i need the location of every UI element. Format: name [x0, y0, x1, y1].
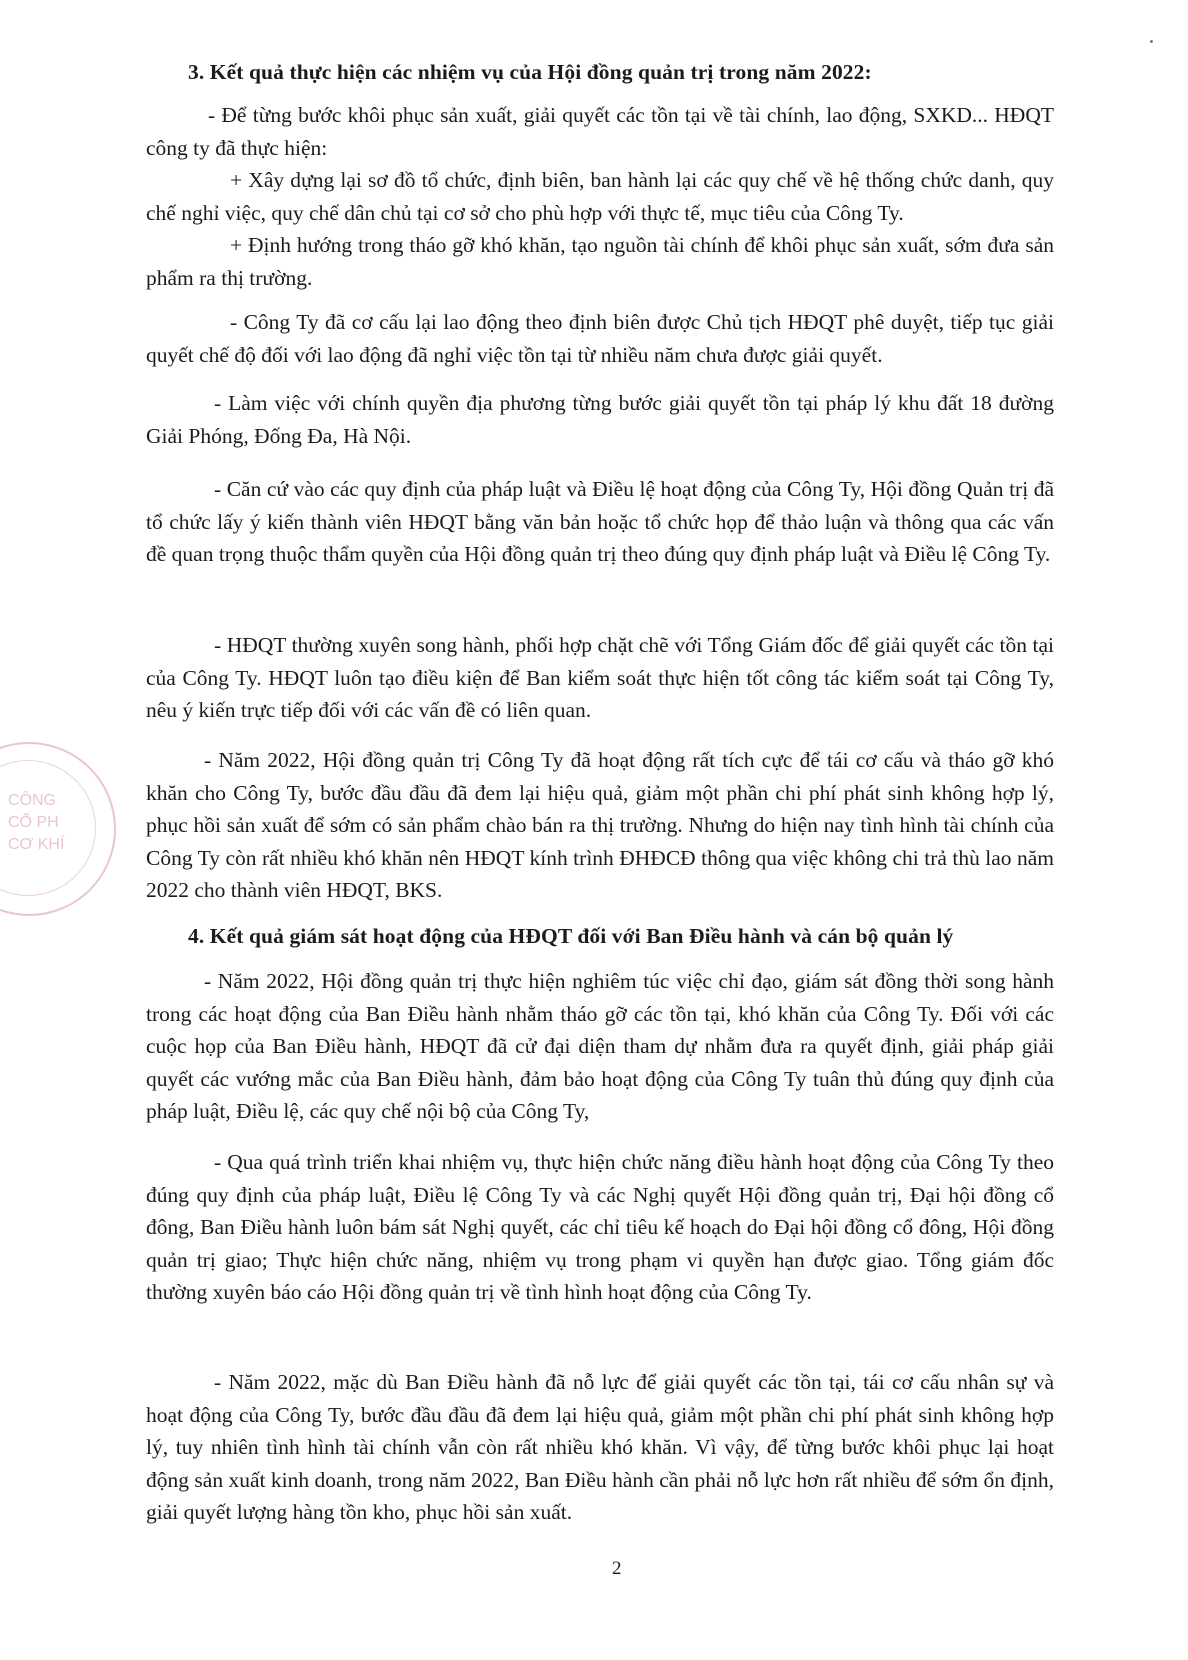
section-4-paragraph-2: - Qua quá trình triển khai nhiệm vụ, thực hiện chức năng điều hành hoạt động của Công Ty theo đúng quy định của pháp luật, Điều lệ Công Ty và các Nghị quyết Hội đồng quản trị, Đại hội đồng cổ đông, Ban Điều hành luôn bám sát Nghị quyết, các chỉ tiêu kế hoạch do Đại hội đồng cổ đông, Hội đồng quản trị giao; Thực hiện chức năng, nhiệm vụ trong phạm vi quyền hạn được giao. Tổng giám đốc thường xuyên báo cáo Hội đồng quản trị về tình hình hoạt động của Công Ty.	[146, 1150, 1054, 1304]
company-seal-text: CÔNG CỔ PH CƠ KHÍ	[8, 792, 65, 853]
section-3-paragraph-2: + Xây dựng lại sơ đồ tổ chức, định biên, ban hành lại các quy chế về hệ thống chức danh, quy chế nghỉ việc, quy chế dân chủ tại cơ sở cho phù hợp với thực tế, mục tiêu của Công Ty.	[146, 168, 1054, 225]
section-3-heading: 3. Kết quả thực hiện các nhiệm vụ của Hội đồng quản trị trong năm 2022:	[188, 60, 872, 84]
section-4-heading: 4. Kết quả giám sát hoạt động của HĐQT đối với Ban Điều hành và cán bộ quản lý	[188, 924, 954, 948]
section-3-paragraph-3: + Định hướng trong tháo gỡ khó khăn, tạo nguồn tài chính để khôi phục sản xuất, sớm đưa sản phẩm ra thị trường.	[146, 233, 1054, 290]
page-number: 2	[612, 1558, 622, 1579]
section-3-paragraph-4: - Công Ty đã cơ cấu lại lao động theo định biên được Chủ tịch HĐQT phê duyệt, tiếp tục giải quyết chế độ đối với lao động đã nghỉ việc tồn tại từ nhiều năm chưa được giải quyết.	[146, 310, 1054, 367]
scan-speck	[1150, 40, 1153, 43]
section-3-paragraph-7: - HĐQT thường xuyên song hành, phối hợp chặt chẽ với Tổng Giám đốc để giải quyết các tồn tại của Công Ty. HĐQT luôn tạo điều kiện để Ban kiểm soát thực hiện tốt công tác kiểm soát tại Công Ty, nêu ý kiến trực tiếp đối với các vấn đề có liên quan.	[146, 633, 1054, 722]
section-4-paragraph-1: - Năm 2022, Hội đồng quản trị thực hiện nghiêm túc việc chỉ đạo, giám sát đồng thời song hành trong các hoạt động của Ban Điều hành nhằm tháo gỡ các tồn tại, khó khăn của Công Ty. Đối với các cuộc họp của Ban Điều hành, HĐQT đã cử đại diện tham dự nhằm đưa ra quyết định, giải pháp giải quyết các vướng mắc của Ban Điều hành, đảm bảo hoạt động của Công Ty tuân thủ đúng quy định của pháp luật, Điều lệ, các quy chế nội bộ của Công Ty,	[146, 969, 1054, 1123]
section-3-paragraph-8: - Năm 2022, Hội đồng quản trị Công Ty đã hoạt động rất tích cực để tái cơ cấu và tháo gỡ khó khăn cho Công Ty, bước đầu đầu đã đem lại hiệu quả, giảm một phần chi phí phát sinh không hợp lý, phục hồi sản xuất để sớm có sản phẩm chào bán ra thị trường. Nhưng do hiện nay tình hình tài chính của Công Ty còn rất nhiều khó khăn nên HĐQT kính trình ĐHĐCĐ thông qua việc không chi trả thù lao năm 2022 cho thành viên HĐQT, BKS.	[146, 748, 1054, 902]
section-3-paragraph-6: - Căn cứ vào các quy định của pháp luật và Điều lệ hoạt động của Công Ty, Hội đồng Quản trị đã tổ chức lấy ý kiến thành viên HĐQT bằng văn bản hoặc tổ chức họp để thảo luận và thông qua các vấn đề quan trọng thuộc thẩm quyền của Hội đồng quản trị theo đúng quy định pháp luật và Điều lệ Công Ty.	[146, 477, 1054, 566]
section-4-paragraph-3: - Năm 2022, mặc dù Ban Điều hành đã nỗ lực để giải quyết các tồn tại, tái cơ cấu nhân sự và hoạt động của Công Ty, bước đầu đầu đã đem lại hiệu quả, giảm một phần chi phí phát sinh không hợp lý, tuy nhiên tình hình tài chính vẫn còn rất nhiều khó khăn. Vì vậy, để từng bước khôi phục lại hoạt động sản xuất kinh doanh, trong năm 2022, Ban Điều hành cần phải nỗ lực hơn rất nhiều để sớm ổn định, giải quyết lượng hàng tồn kho, phục hồi sản xuất.	[146, 1370, 1054, 1524]
section-3-paragraph-1: - Để từng bước khôi phục sản xuất, giải quyết các tồn tại về tài chính, lao động, SXKD... HĐQT công ty đã thực hiện:	[146, 103, 1054, 160]
section-3-paragraph-5: - Làm việc với chính quyền địa phương từng bước giải quyết tồn tại pháp lý khu đất 18 đường Giải Phóng, Đống Đa, Hà Nội.	[146, 391, 1054, 448]
